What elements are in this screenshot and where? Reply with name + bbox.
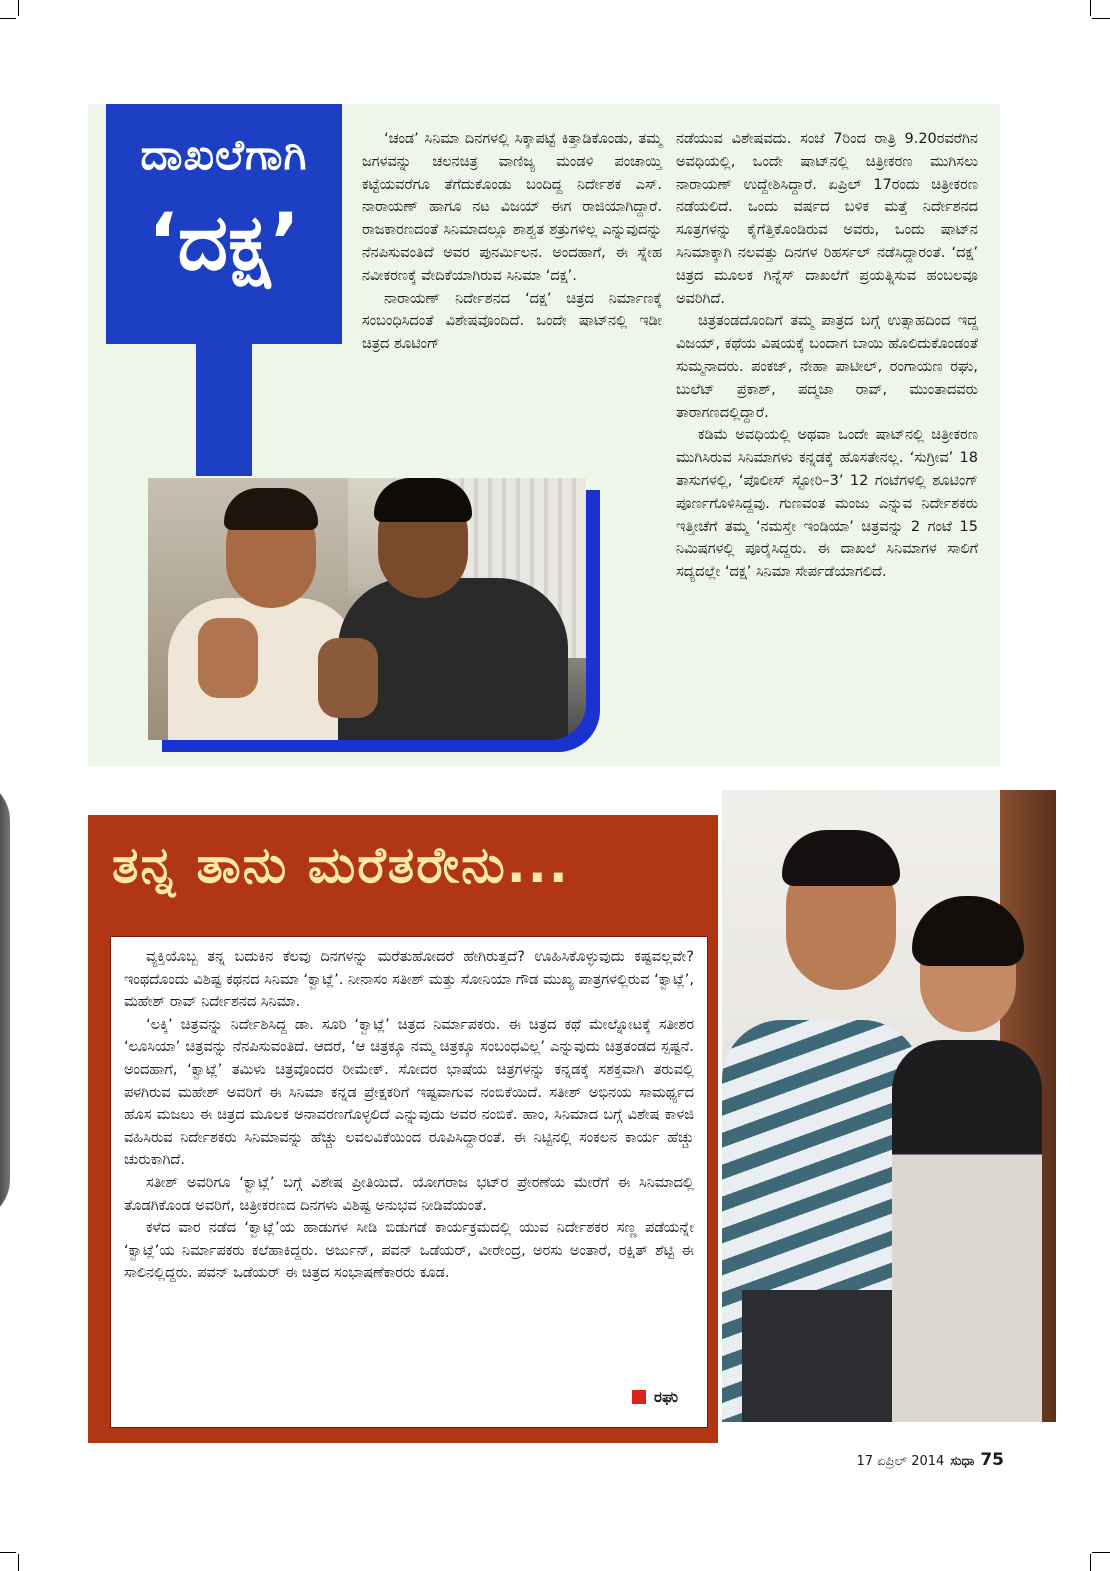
title-box-stem (196, 344, 252, 476)
byline-author: ರಘು (654, 1388, 678, 1406)
top-article-title-box (106, 104, 342, 344)
crop-mark-bottom-left-h (0, 1552, 16, 1553)
folio-date: 17 ಏಪ್ರಿಲ್ 2014 (856, 1454, 945, 1469)
top-col2-paragraph-3: ಕಡಿಮೆ ಅವಧಿಯಲ್ಲಿ ಅಥವಾ ಒಂದೇ ಷಾಟ್‌ನಲ್ಲಿ ಚಿತ್ರೀಕರಣ ಮುಗಿಸಿರುವ ಸಿನಿಮಾಗಳು ಕನ್ನಡಕ್ಕೆ ಹೊಸತೇನಲ್ಲ. ‘ಸುಗ್ರೀವ’ 18 ತಾಸುಗಳಲ್ಲಿ, ‘ಪೊಲೀಸ್ ಸ್ಟೋರಿ–3’ 12 ಗಂಟೆಗಳಲ್ಲಿ ಶೂಟಿಂಗ್ ಪೂರ್ಣಗೊಳಿಸಿದ್ದವು. ಗುಣವಂತ ಮಂಜು ಎನ್ನುವ ನಿರ್ದೇಶಕರು ಇತ್ತೀಚೆಗೆ ತಮ್ಮ ‘ನಮಸ್ತೇ ಇಂಡಿಯಾ’ ಚಿತ್ರವನ್ನು 2 ಗಂಟೆ 15 ನಿಮಿಷಗಳಲ್ಲಿ ಪೂರೈಸಿದ್ದರು. ಈ ದಾಖಲೆ ಸಿನಿಮಾಗಳ ಸಾಲಿಗೆ ಸದ್ಯದಲ್ಲೇ ‘ದಕ್ಷ’ ಸಿನಿಮಾ ಸೇರ್ಪಡೆಯಾಗಲಿದೆ. (676, 427, 978, 581)
byline (632, 1388, 678, 1406)
crop-mark-top-left-h (0, 18, 16, 19)
crop-mark-bottom-left-v (18, 1554, 19, 1571)
crop-mark-bottom-right-h (1092, 1552, 1110, 1553)
bottom-paragraph-4: ಕಳೆದ ವಾರ ನಡೆದ ‘ಕ್ವಾಟ್ಲೆ’ಯ ಹಾಡುಗಳ ಸೀಡಿ ಬಿಡುಗಡೆ ಕಾರ್ಯಕ್ರಮದಲ್ಲಿ ಯುವ ನಿರ್ದೇಶಕರ ಸಣ್ಣ ಪಡೆಯನ್ನೇ ‘ಕ್ವಾಟ್ಲೆ’ಯ ನಿರ್ಮಾಪಕರು ಕಲೆಹಾಕಿದ್ದರು. ಅರ್ಜುನ್, ಪವನ್ ಒಡೆಯರ್, ವೀರೇಂದ್ರ, ಅರಸು ಅಂತಾರೆ, ರಕ್ಷಿತ್ ಶೆಟ್ಟಿ ಈ ಸಾಲಿನಲ್ಲಿದ್ದರು. ಪವನ್ ಒಡೆಯರ್ ಈ ಚಿತ್ರದ ಸಂಭಾಷಣೆಕಾರರು ಕೂಡ. (124, 1220, 694, 1282)
top-col2-paragraph-1: ನಡೆಯುವ ವಿಶೇಷವದು. ಸಂಜೆ 7ರಿಂದ ರಾತ್ರಿ 9.20ರವರೆಗಿನ ಅವಧಿಯಲ್ಲಿ, ಒಂದೇ ಷಾಟ್‌ನಲ್ಲಿ ಚಿತ್ರೀಕರಣ ಮುಗಿಸಲು ನಾರಾಯಣ್ ಉದ್ದೇಶಿಸಿದ್ದಾರೆ. ಏಪ್ರಿಲ್ 17ರಂದು ಚಿತ್ರೀಕರಣ ನಡೆಯಲಿದೆ. ಒಂದು ವರ್ಷದ ಬಳಿಕ ಮತ್ತೆ ನಿರ್ದೇಶನದ ಸೂತ್ರಗಳನ್ನು ಕೈಗೆತ್ತಿಕೊಂಡಿರುವ ಅವರು, ಒಂದು ಷಾಟ್‌ನ ಸಿನಿಮಾಕ್ಕಾಗಿ ನಲವತ್ತು ದಿನಗಳ ರಿಹರ್ಸಲ್ ನಡೆಸಿದ್ದಾರಂತೆ. ‘ದಕ್ಷ’ ಚಿತ್ರದ ಮೂಲಕ ಗಿನ್ನೆಸ್ ದಾಖಲೆಗೆ ಪ್ರಯತ್ನಿಸುವ ಹಂಬಲವೂ ಅವರಿಗಿದೆ. (676, 131, 978, 307)
top-col1-paragraph-1: ‘ಚಂಡ’ ಸಿನಿಮಾ ದಿನಗಳಲ್ಲಿ ಸಿಕ್ಕಾಪಟ್ಟೆ ಕಿತ್ತಾಡಿಕೊಂಡು, ತಮ್ಮ ಜಗಳವನ್ನು ಚಲನಚಿತ್ರ ವಾಣಿಜ್ಯ ಮಂಡಳಿ ಪಂಚಾಯ್ತಿ ಕಟ್ಟೆಯವರೆಗೂ ತೆಗೆದುಕೊಂಡು ಬಂದಿದ್ದ ನಿರ್ದೇಶಕ ಎಸ್. ನಾರಾಯಣ್ ಹಾಗೂ ನಟ ವಿಜಯ್ ಈಗ ರಾಜಿಯಾಗಿದ್ದಾರೆ. ರಾಜಕಾರಣದಂತೆ ಸಿನಿಮಾದಲ್ಲೂ ಶಾಶ್ವತ ಶತ್ರುಗಳಿಲ್ಲ ಎನ್ನುವುದನ್ನು ನೆನಪಿಸುವಂತಿದೆ ಅವರ ಪುನರ್ಮಿಲನ. ಅಂದಹಾಗೆ, ಈ ಸ್ನೇಹ ನವೀಕರಣಕ್ಕೆ ವೇದಿಕೆಯಾಗಿರುವ ಸಿನಿಮಾ ‘ದಕ್ಷ’. (362, 131, 662, 284)
top-article-column-1 (362, 128, 662, 356)
bottom-article-body (124, 946, 694, 1285)
byline-marker (632, 1390, 646, 1404)
adjacent-page-photo-edge (0, 780, 10, 1220)
top-article-column-2 (676, 128, 978, 584)
crop-mark-top-right-v (1090, 0, 1091, 16)
photo-narayan-and-vijay (148, 478, 586, 740)
bottom-article-title: ತನ್ನ ತಾನು ಮರೆತರೇನು... (112, 836, 570, 894)
page-folio (856, 1450, 1004, 1470)
crop-mark-bottom-right-v (1090, 1554, 1091, 1571)
bottom-paragraph-2: ‘ಲಕ್ಕಿ’ ಚಿತ್ರವನ್ನು ನಿರ್ದೇಶಿಸಿದ್ದ ಡಾ. ಸೂರಿ ‘ಕ್ವಾಟ್ಲೆ’ ಚಿತ್ರದ ನಿರ್ಮಾಪಕರು. ಈ ಚಿತ್ರದ ಕಥೆ ಮೇಲ್ನೋಟಕ್ಕೆ ಸತೀಶರ ‘ಲೂಸಿಯಾ’ ಚಿತ್ರವನ್ನು ನೆನಪಿಸುವಂತಿದೆ. ಆದರೆ, ‘ಆ ಚಿತ್ರಕ್ಕೂ ನಮ್ಮ ಚಿತ್ರಕ್ಕೂ ಸಂಬಂಧವಿಲ್ಲ’ ಎನ್ನುವುದು ಚಿತ್ರತಂಡದ ಸ್ಪಷ್ಟನೆ. ಅಂದಹಾಗೆ, ‘ಕ್ವಾಟ್ಲೆ’ ತಮಿಳು ಚಿತ್ರವೊಂದರ ರೀಮೇಕ್. ಸೋದರ ಭಾಷೆಯ ಚಿತ್ರಗಳನ್ನು ಕನ್ನಡಕ್ಕೆ ಸಶಕ್ತವಾಗಿ ತರುವಲ್ಲಿ ಪಳಗಿರುವ ಮಹೇಶ್ ಅವರಿಗೆ ಈ ಸಿನಿಮಾ ಕನ್ನಡ ಪ್ರೇಕ್ಷಕರಿಗೆ ಇಷ್ಟವಾಗುವ ನಂಬಿಕೆಯಿದೆ. ಸತೀಶ್ ಅಭಿನಯ ಸಾಮರ್ಥ್ಯದ ಹೊಸ ಮಜಲು ಈ ಚಿತ್ರದ ಮೂಲಕ ಅನಾವರಣಗೊಳ್ಳಲಿದೆ ಎನ್ನುವುದು ಅವರ ನಂಬಿಕೆ. ಹಾಂ, ಸಿನಿಮಾದ ಬಗ್ಗೆ ವಿಶೇಷ ಕಾಳಜಿ ವಹಿಸಿರುವ ನಿರ್ದೇಶಕರು ಸಿನಿಮಾವನ್ನು ಹೆಚ್ಚು ಲವಲವಿಕೆಯಿಂದ ರೂಪಿಸಿದ್ದಾರಂತೆ. ಈ ನಿಟ್ಟಿನಲ್ಲಿ ಸಂಕಲನ ಕಾರ್ಯ ಹೆಚ್ಚು ಚುರುಕಾಗಿದೆ. (124, 1016, 694, 1169)
bottom-paragraph-3: ಸತೀಶ್ ಅವರಿಗೂ ‘ಕ್ವಾಟ್ಲೆ’ ಬಗ್ಗೆ ವಿಶೇಷ ಪ್ರೀತಿಯಿದೆ. ಯೋಗರಾಜ ಭಟ್‌ರ ಪ್ರೇರಣೆಯ ಮೇರೆಗೆ ಈ ಸಿನಿಮಾದಲ್ಲಿ ತೊಡಗಿಕೊಂಡ ಅವರಿಗೆ, ಚಿತ್ರೀಕರಣದ ದಿನಗಳು ವಿಶಿಷ್ಟ ಅನುಭವ ನೀಡಿವೆಯಂತೆ. (124, 1174, 694, 1214)
crop-mark-top-right-h (1092, 18, 1110, 19)
top-col1-paragraph-2: ನಾರಾಯಣ್ ನಿರ್ದೇಶನದ ‘ದಕ್ಷ’ ಚಿತ್ರದ ನಿರ್ಮಾಣಕ್ಕೆ ಸಂಬಂಧಿಸಿದಂತೆ ವಿಶೇಷವೊಂದಿದೆ. ಒಂದೇ ಷಾಟ್‌ನಲ್ಲಿ ಇಡೀ ಚಿತ್ರದ ಶೂಟಿಂಗ್ (362, 290, 662, 353)
top-article-title-line2: ‘ದಕ್ಷ’ (148, 198, 300, 288)
folio-page-number: 75 (980, 1450, 1004, 1470)
bottom-paragraph-1: ವ್ಯಕ್ತಿಯೊಬ್ಬ ತನ್ನ ಬದುಕಿನ ಕೆಲವು ದಿನಗಳನ್ನು ಮರೆತುಹೋದರೆ ಹೇಗಿರುತ್ತದೆ? ಊಹಿಸಿಕೊಳ್ಳುವುದು ಕಷ್ಟವಲ್ಲವೇ? ಇಂಥದೊಂದು ವಿಶಿಷ್ಟ ಕಥನದ ಸಿನಿಮಾ ‘ಕ್ವಾಟ್ಲೆ’. ನೀನಾಸಂ ಸತೀಶ್ ಮತ್ತು ಸೋನಿಯಾ ಗೌಡ ಮುಖ್ಯ ಪಾತ್ರಗಳಲ್ಲಿರುವ ‘ಕ್ವಾಟ್ಲೆ’, ಮಹೇಶ್ ರಾವ್ ನಿರ್ದೇಶನದ ಸಿನಿಮಾ. (124, 949, 694, 1011)
photo-satish-and-sonia (722, 790, 1056, 1422)
folio-magazine-name: ಸುಧಾ (950, 1454, 975, 1469)
top-col2-paragraph-2: ಚಿತ್ರತಂಡದೊಂದಿಗೆ ತಮ್ಮ ಪಾತ್ರದ ಬಗ್ಗೆ ಉತ್ಸಾಹದಿಂದ ಇದ್ದ ವಿಜಯ್, ಕಥೆಯ ವಿಷಯಕ್ಕೆ ಬಂದಾಗ ಬಾಯಿ ಹೊಲಿದುಕೊಂಡಂತೆ ಸುಮ್ಮನಾದರು. ಪಂಕಜ್, ನೇಹಾ ಪಾಟೀಲ್, ರಂಗಾಯಣ ರಘು, ಬುಲೆಟ್ ಪ್ರಕಾಶ್, ಪದ್ಮಜಾ ರಾವ್, ಮುಂತಾದವರು ತಾರಾಗಣದಲ್ಲಿದ್ದಾರೆ. (676, 313, 978, 421)
crop-mark-top-left-v (18, 0, 19, 16)
top-article-title-line1: ದಾಖಲೆಗಾಗಿ (140, 130, 308, 179)
